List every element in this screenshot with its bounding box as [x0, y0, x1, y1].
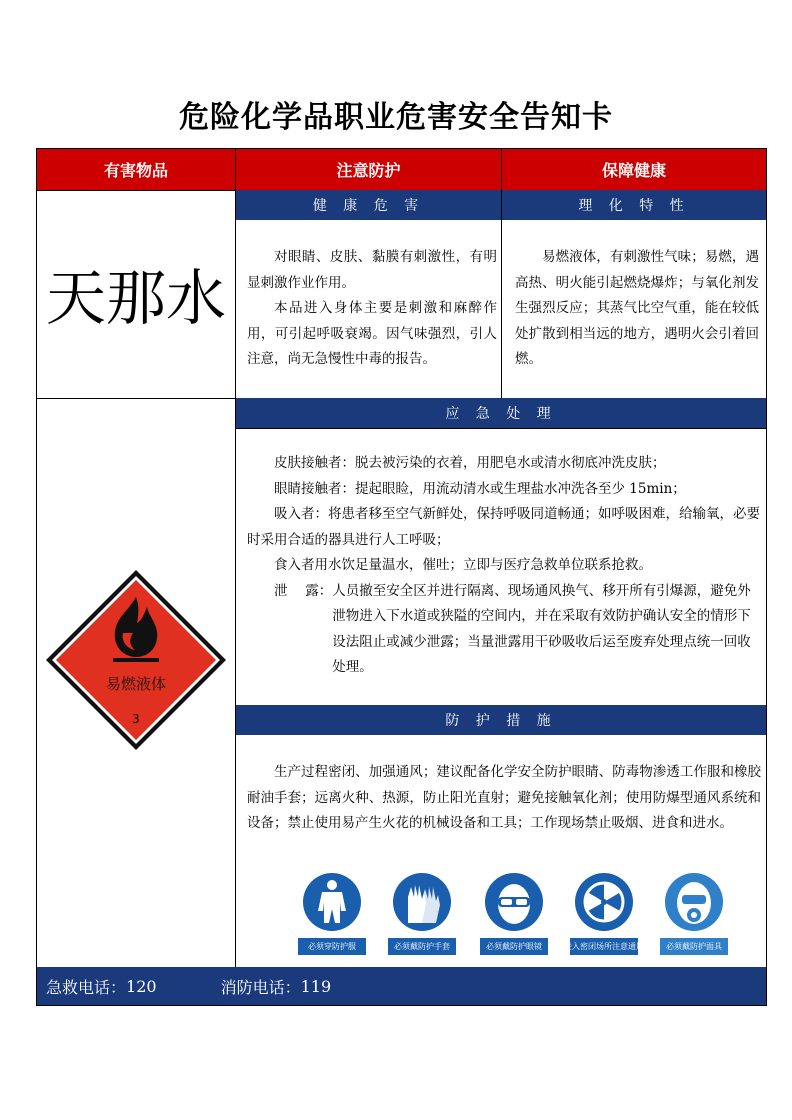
- emergency-phone-number: 120: [126, 976, 157, 996]
- gas-mask-icon: [660, 867, 728, 939]
- section-chemical-properties: 理 化 特 性: [502, 190, 766, 220]
- health-paragraph: 对眼睛、皮肤、黏膜有刺激性，有明显刺激作业作用。: [247, 249, 497, 291]
- header-protection: 注意防护: [236, 149, 501, 190]
- sign-goggles: [480, 867, 548, 957]
- emergency-skin: 皮肤接触者：脱去被污染的衣着，用肥皂水或清水彻底冲洗皮肤；: [274, 455, 666, 471]
- chem-paragraph: 易燃液体，有刺激性气味；易燃，遇高热、明火能引起燃烧爆炸；与氧化剂发生强烈反应；其蒸气比空气重，能在较低处扩散到相当远的地方，遇明火会引着回燃。: [515, 249, 759, 367]
- sign-gloves: [388, 867, 456, 957]
- health-paragraph: 本品进入身体主要是刺激和麻醉作用，可引起呼吸衰竭。因气味强烈，引人注意，尚无急慢性中毒的报告。: [247, 300, 497, 367]
- mandatory-signs: [298, 867, 728, 959]
- protection-paragraph: 生产过程密闭、加强通风；建议配备化学安全防护眼睛、防毒物渗透工作服和橡胶耐油手套；远离火种、热源，防止阳光直射；避免接触氧化剂；使用防爆型通风系统和设备；禁止使用易产生火花的机械设备和工具；工作现场禁止吸烟、进食和进水。: [247, 764, 761, 831]
- ventilation-icon: [570, 867, 638, 939]
- leak-label: 泄 露：: [274, 582, 333, 599]
- sign-caption: 进入密闭场所注意通风: [570, 938, 638, 955]
- safety-card: [36, 148, 767, 1006]
- emergency-leak: [247, 579, 761, 681]
- protection-text: [247, 760, 761, 837]
- emergency-eye: 眼睛接触者：提起眼睑，用流动清水或生理盐水冲洗各至少 15min；: [274, 480, 686, 497]
- sign-protective-suit: [298, 867, 366, 957]
- section-health-hazard: 健 康 危 害: [236, 190, 501, 220]
- header-hazard-substance: 有害物品: [37, 149, 235, 190]
- product-name: 天那水: [46, 264, 226, 334]
- divider-emergency: [236, 428, 766, 429]
- hazard-label-text: 易燃液体: [105, 675, 167, 693]
- emergency-text: [247, 451, 761, 681]
- chemical-properties-text: [515, 245, 759, 373]
- protective-suit-icon: [298, 867, 366, 939]
- health-hazard-text: [247, 245, 497, 373]
- emergency-inhale: 吸入者：将患者移至空气新鲜处，保持呼吸同道畅通；如呼吸困难，给输氧，必要时采用合适的器具进行人工呼吸；: [247, 506, 760, 548]
- fire-phone-label: 消防电话：: [220, 977, 301, 997]
- sign-gas-mask: [660, 867, 728, 957]
- sign-ventilation: [564, 867, 644, 957]
- emergency-ingest: 食入者用水饮足量温水，催吐；立即与医疗急救单位联系抢救。: [274, 557, 652, 573]
- sign-caption: 必须戴防护手套: [388, 938, 456, 955]
- page-title: 危险化学品职业危害安全告知卡: [179, 100, 613, 135]
- section-emergency: 应 急 处 理: [236, 398, 766, 428]
- sign-caption: 必须戴防护眼镜: [480, 938, 548, 955]
- goggles-icon: [480, 867, 548, 939]
- divider-middle-column: [501, 149, 502, 398]
- footer-phone-bar: [37, 967, 766, 1005]
- header-health: 保障健康: [502, 149, 766, 190]
- emergency-phone-label: 急救电话：: [46, 977, 127, 997]
- leak-text: 人员撤至安全区并进行隔离、现场通风换气、移开所有引爆源，避免外泄物进入下水道或狭隘的空间内，并在采取有效防护确认安全的情形下设法阻止或减少泄露；当量泄露用干砂吸收后运至废弃处理点统一回收处理。: [332, 582, 751, 675]
- divider-left-column: [235, 149, 236, 967]
- gloves-icon: [388, 867, 456, 939]
- sign-caption: 必须戴防护面具: [660, 938, 728, 955]
- hazard-class-number: 3: [132, 712, 140, 726]
- fire-phone-number: 119: [300, 976, 332, 996]
- flammable-liquid-hazard-label: [43, 567, 229, 753]
- section-protection-measures: 防 护 措 施: [236, 705, 766, 735]
- sign-caption: 必须穿防护服: [298, 938, 366, 955]
